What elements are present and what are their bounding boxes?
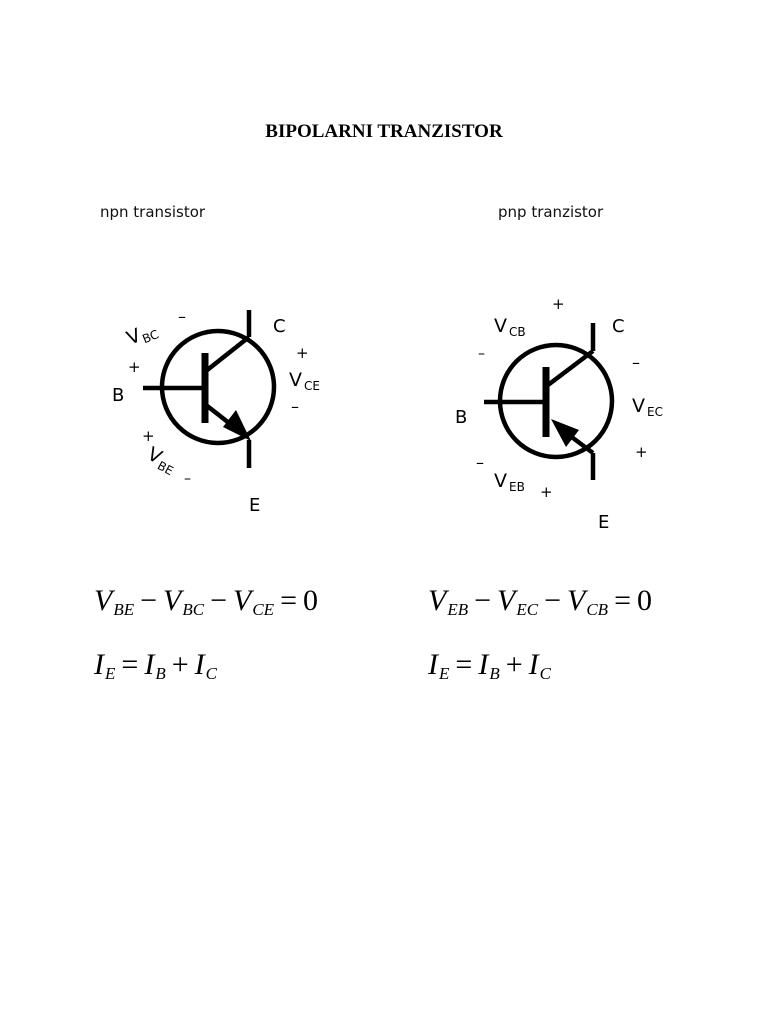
svg-text:EC: EC <box>647 405 663 419</box>
npn-collector-label: C <box>273 316 286 337</box>
pnp-veb-minus: – <box>476 453 484 472</box>
npn-caption: npn transistor <box>100 203 206 221</box>
svg-text:V: V <box>123 324 144 350</box>
npn-vbc-minus: – <box>178 307 186 326</box>
pnp-vcb-plus: + <box>552 295 565 313</box>
svg-text:V: V <box>289 369 302 391</box>
npn-vce-minus: – <box>291 397 299 416</box>
svg-text:V: V <box>143 442 166 469</box>
pnp-emitter-label: E <box>598 512 610 533</box>
pnp-voltage-equation: $V_{EB} - V_{EC} - V_{CB} = 0$ <box>428 584 652 620</box>
pnp-collector-label: C <box>612 316 625 337</box>
npn-vbe-plus: + <box>142 427 155 445</box>
pnp-vec-plus: + <box>635 443 648 461</box>
pnp-emitter-arrow <box>551 419 579 447</box>
pnp-vcb-minus: – <box>478 346 485 362</box>
pnp-vec-label <box>632 395 663 419</box>
pnp-veb-plus: + <box>540 483 553 501</box>
pnp-base-label: B <box>455 407 468 428</box>
svg-text:V: V <box>632 395 645 417</box>
page-title: BIPOLARNI TRANZISTOR <box>265 121 503 142</box>
npn-base-label: B <box>112 385 125 406</box>
pnp-vcb-label <box>494 315 526 339</box>
npn-emitter-label: E <box>249 495 261 516</box>
pnp-caption: pnp tranzistor <box>498 203 604 221</box>
pnp-vec-minus: – <box>632 353 640 372</box>
svg-text:V: V <box>494 315 507 337</box>
pnp-veb-label <box>494 470 525 494</box>
pnp-current-equation: $I_E = I_B + I_C$ <box>428 648 551 684</box>
npn-vce-plus: + <box>296 344 309 362</box>
npn-vbe-minus: – <box>184 471 191 487</box>
npn-vbc-plus: + <box>128 358 141 376</box>
svg-text:BC: BC <box>140 327 161 347</box>
svg-text:EB: EB <box>509 480 525 494</box>
svg-text:V: V <box>494 470 507 492</box>
svg-text:BE: BE <box>155 458 176 479</box>
svg-text:CB: CB <box>509 325 526 339</box>
pnp-collector-line <box>548 351 593 385</box>
npn-voltage-equation: $V_{BE} - V_{BC} - V_{CE} = 0$ <box>94 584 318 620</box>
svg-text:CE: CE <box>304 379 320 393</box>
npn-current-equation: $I_E = I_B + I_C$ <box>94 648 217 684</box>
